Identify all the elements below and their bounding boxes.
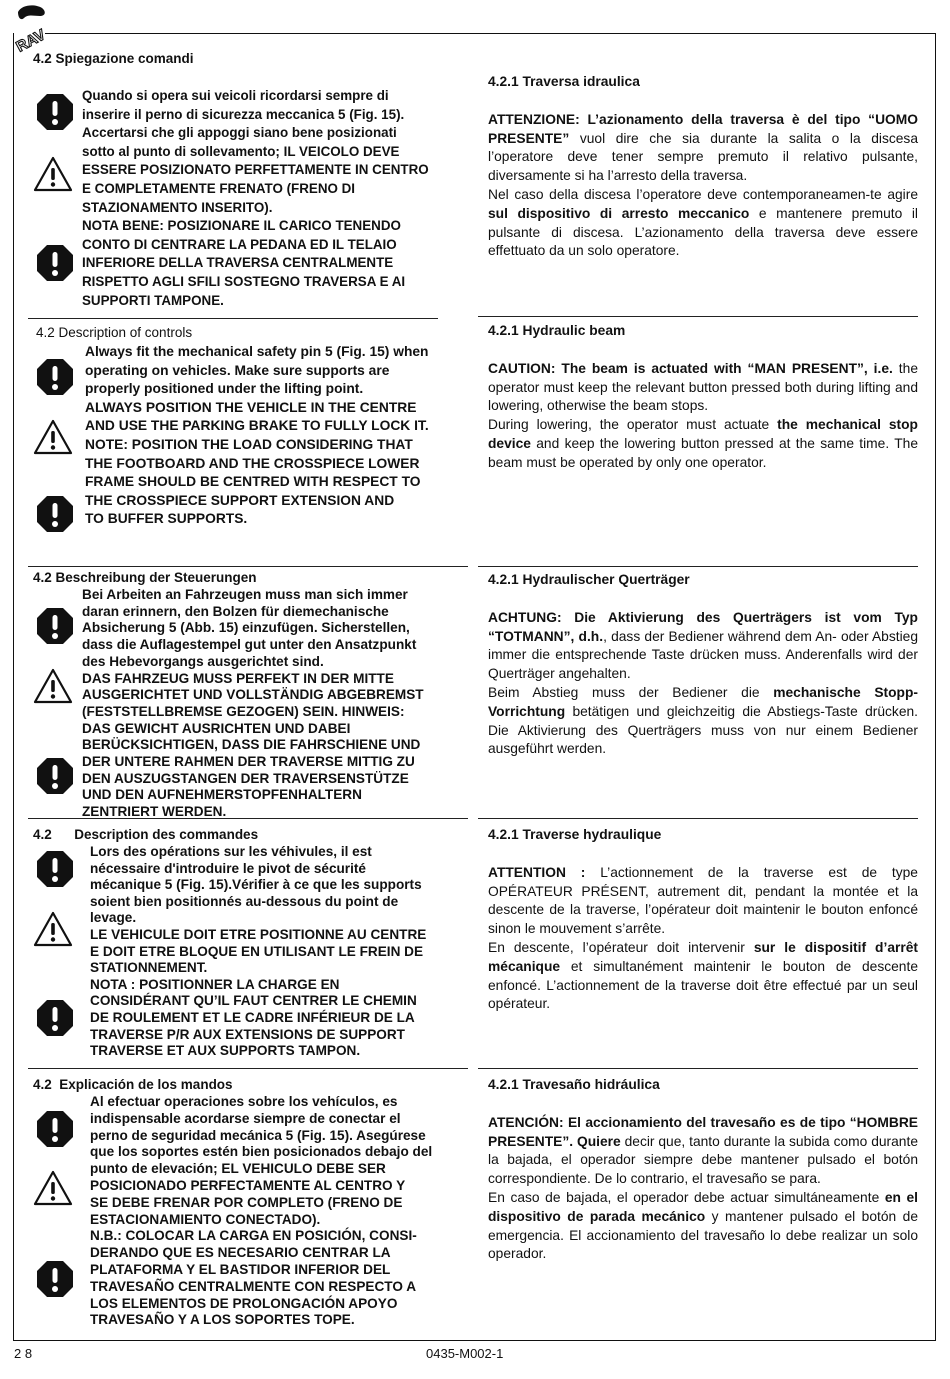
- subsection-title-es: 4.2.1 Travesaño hidráulica: [488, 1077, 660, 1092]
- mandatory-stop-icon: [36, 607, 74, 650]
- paragraph: During lowering, the operator must actuate the mechanical stop device and keep the lowering button pressed at the same time. The beam must be operated by only one operator.: [488, 417, 918, 470]
- paragraph: En descente, l’opérateur doit intervenir sur le dispositif d’arrêt mécanique et simultanément maintenir le bouton de descente enfoncé. L’actionnement de la traverse doit être effectué par un seul opérateur.: [488, 939, 918, 1012]
- separator: [28, 1068, 468, 1069]
- subsection-title-de: 4.2.1 Hydraulischer Querträger: [488, 572, 690, 587]
- paragraph: En caso de bajada, el operador debe actuar simultáneamente en el dispositivo de parada mecánico y mantener pulsado el botón de emergencia. El accionamiento del travesaño lo debe realizar un solo operador.: [488, 1189, 918, 1262]
- warning-text-fr: Lors des opérations sur les véhivules, il est nécessaire d'introduire le pivot de sécurité mécanique 5 (Fig. 15).Vérifier à ce que les supports soient bien positionnés au-dessous du point de levage. LE VEHICULE DOIT ETRE POSITIONNE AU CENTRE E DOIT ETRE BLOQUE EN UTILISANT LE FREIN DE STATIONNEMENT. NOTA : POSITIONNER LA CHARGE EN CONSIDÉRANT QU’IL FAUT CENTRER LE CHEMIN DE ROULEMENT ET LE CADRE INFÉRIEUR DE LA TRAVERSE P/R AUX EXTENSIONS DE SUPPORT TRAVERSE ET AUX SUPPORTS TAMPON.: [90, 844, 427, 1059]
- mandatory-stop-icon: [36, 244, 74, 287]
- warning-triangle-icon: [33, 419, 73, 460]
- mandatory-stop-icon: [36, 1260, 74, 1303]
- section-title-es: 4.2 Explicación de los mandos: [33, 1077, 233, 1092]
- section-title-fr: 4.2 Description des commandes: [33, 827, 259, 842]
- mandatory-stop-icon: [36, 358, 74, 401]
- section-title-en: 4.2 Description of controls: [36, 325, 193, 340]
- warning-text-it: Quando si opera sui veicoli ricordarsi sempre di inserire il perno di sicurezza meccanica 5 (Fig. 15). Accertarsi che gli appoggi siano bene posizionati sotto al punto di sollevamento; IL VEICOLO DEVE ESSERE POSIZIONATO PERFETTAMENTE IN CENTRO E COMPLETAMENTE FRENATO (FRENO DI STAZIONAMENTO INSERITO). NOTA BENE: POSIZIONARE IL CARICO TENENDO CONTO DI CENTRARE LA PEDANA ED IL TELAIO INFERIORE DELLA TRAVERSA CENTRALMENTE RISPETTO AGLI SFILI SOSTEGNO TRAVERSA E AI SUPPORTI TAMPONE.: [82, 88, 429, 308]
- instructions-es: [488, 1076, 918, 1264]
- separator: [478, 818, 918, 819]
- paragraph: ATENCIÓN: El accionamiento del travesaño es de tipo “HOMBRE PRESENTE”. Quiere decir que, tanto durante la subida como durante la bajada, el operador siempre debe mantener pulsado el botón correspondiente. De lo contrario, el travesaño se para.: [488, 1114, 918, 1187]
- subsection-title-fr: 4.2.1 Traverse hydraulique: [488, 827, 662, 842]
- mandatory-stop-icon: [36, 495, 74, 538]
- instructions-fr: [488, 826, 918, 1014]
- warning-text-de: Bei Arbeiten an Fahrzeugen muss man sich immer daran erinnern, den Bolzen für diemechanische Absicherung 5 (Abb. 15) einzufügen. Sicherstellen, dass die Auflagestempel gut unter den Ansatzpunkt des Hebevorgangs ausgerichtet sind. DAS FAHRZEUG MUSS PERFEKT IN DER MITTE AUSGERICHTET UND VOLLSTÄNDIG ABGEBREMST (FESTSTELLBREMSE GEZOGEN) SEIN. HINWEIS: DAS GEWICHT AUSRICHTEN UND DABEI BERÜCKSICHTIGEN, DASS DIE FAHRSCHIENE UND DER UNTERE RAHMEN DER TRAVERSE MITTIG ZU DEN AUSZUGSTANGEN DER TRAVERSENSTÜTZE UND DEN AUFNEHMERSTOPFENHALTERN ZENTRIERT WERDEN.: [82, 587, 424, 820]
- instructions-it: [488, 73, 918, 261]
- paragraph: ATTENTION : L’actionnement de la traverse est de type OPÉRATEUR PRÉSENT, autrement dit, pendant la montée et la descente de la traverse, l’opérateur doit maintenir le bouton enfoncé sinon le mouvement s’arrête.: [488, 864, 918, 937]
- instructions-en: [488, 322, 918, 473]
- paragraph: Nel caso della discesa l’operatore deve contemporaneamen-te agire sul dispositivo di arresto meccanico e mantenere premuto il pulsante di discesa. L’azionamento della traversa deve essere effettuato da un solo operatore.: [488, 186, 918, 259]
- top-rule: [45, 33, 936, 34]
- subsection-title-en: 4.2.1 Hydraulic beam: [488, 323, 626, 338]
- paragraph: ATTENZIONE: L’azionamento della traversa è del tipo “UOMO PRESENTE” vuol dire che sia durante la salita o la discesa l’operatore deve tener sempre premuto il relativo pulsante, diversamente si ha l’arresto della traversa.: [488, 111, 918, 184]
- separator: [478, 1068, 918, 1069]
- paragraph: Beim Abstieg muss der Bediener die mechanische Stopp-Vorrichtung betätigen und gleichzeitig die Abstiegs-Taste drücken. Die Aktivierung des Querträgers muss von nur einem Bediener ausgeführt werden.: [488, 684, 918, 757]
- warning-text-es: Al efectuar operaciones sobre los vehículos, es indispensable acordarse siempre de conectar el perno de seguridad mecánica 5 (Fig. 15). Asegúrese que los soportes estén bien posicionados debajo del punto de elevación; EL VEHICULO DEBE SER POSICIONADO PERFECTAMENTE AL CENTRO Y SE DEBE FRENAR POR COMPLETO (FRENO DE ESTACIONAMIENTO CONECTADO). N.B.: COLOCAR LA CARGA EN POSICIÓN, CONSI- DERANDO QUE ES NECESARIO CENTRAR LA PLATAFORMA Y EL BASTIDOR INFERIOR DEL TRAVESAÑO CENTRALMENTE CON RESPECTO A LOS ELEMENTOS DE PROLONGACIÓN APOYO TRAVESAÑO Y A LOS SOPORTES TOPE.: [90, 1094, 433, 1328]
- logo-text: RAV: [13, 26, 49, 54]
- paragraph: CAUTION: The beam is actuated with “MAN PRESENT”, i.e. the operator must keep the relevant button pressed both during lifting and lowering, otherwise the beam stops.: [488, 360, 918, 414]
- separator: [478, 316, 918, 317]
- separator: [28, 566, 468, 567]
- subsection-title-it: 4.2.1 Traversa idraulica: [488, 74, 640, 89]
- mandatory-stop-icon: [36, 757, 74, 800]
- mandatory-stop-icon: [36, 93, 74, 136]
- separator: [28, 318, 438, 319]
- mandatory-stop-icon: [36, 850, 74, 893]
- section-title-de: 4.2 Beschreibung der Steuerungen: [33, 570, 257, 585]
- warning-triangle-icon: [33, 156, 73, 197]
- warning-text-en: Always fit the mechanical safety pin 5 (Fig. 15) when operating on vehicles. Make sure supports are properly positioned under the lifting point. ALWAYS POSITION THE VEHICLE IN THE CENTRE AND USE THE PARKING BRAKE TO FULLY LOCK IT. NOTE: POSITION THE LOAD CONSIDERING THAT THE FOOTBOARD AND THE CROSSPIECE LOWER FRAME SHOULD BE CENTRED WITH RESPECT TO THE CROSSPIECE SUPPORT EXTENSION AND TO BUFFER SUPPORTS.: [85, 344, 429, 527]
- mandatory-stop-icon: [36, 1110, 74, 1153]
- warning-triangle-icon: [33, 1170, 73, 1211]
- separator: [478, 566, 918, 567]
- instructions-de: [488, 571, 918, 759]
- document-code: 0435-M002-1: [426, 1346, 504, 1361]
- page-number: 2 8: [14, 1346, 33, 1361]
- section-title-it: 4.2 Spiegazione comandi: [33, 51, 194, 66]
- paragraph: ACHTUNG: Die Aktivierung des Querträgers ist vom Typ “TOTMANN”, d.h., dass der Bediener während dem An- oder Abstieg immer die entsprechende Taste drücken muss. Anderenfalls wird der Querträger angehalten.: [488, 609, 918, 682]
- warning-triangle-icon: [33, 668, 73, 709]
- warning-triangle-icon: [33, 911, 73, 952]
- mandatory-stop-icon: [36, 999, 74, 1042]
